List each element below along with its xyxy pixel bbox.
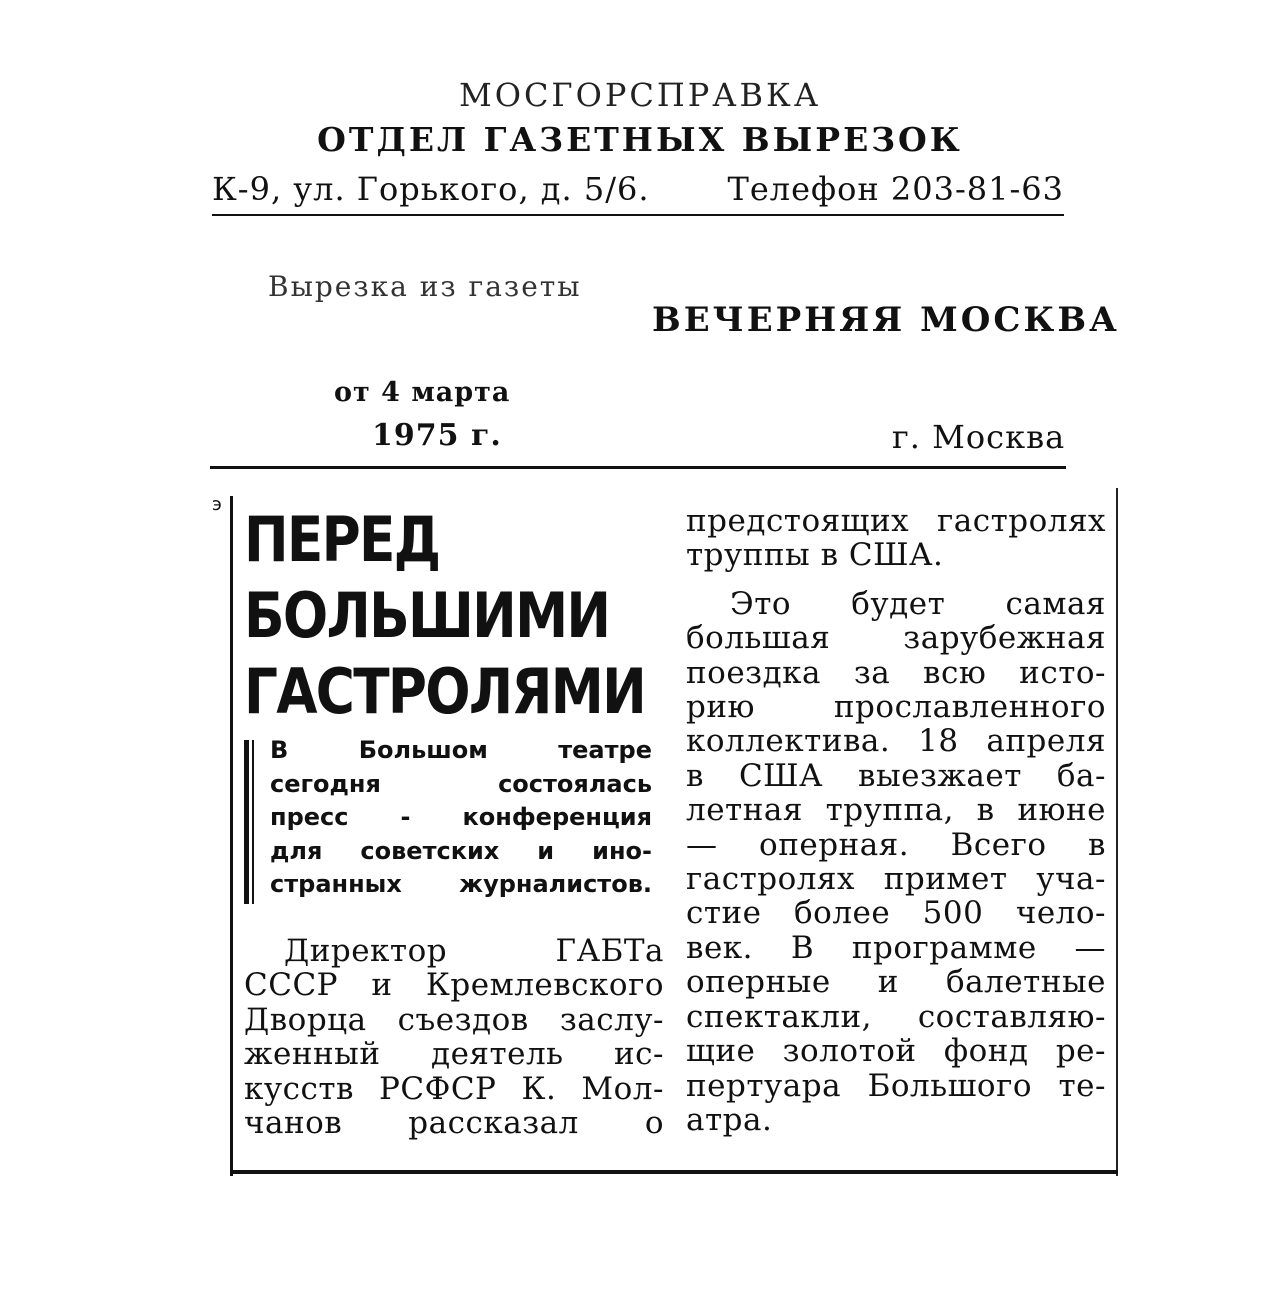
agency-name: МОСГОРСПРАВКА — [458, 76, 822, 114]
body-line: кусств РСФСР К. Мол- — [244, 1070, 664, 1107]
header-divider — [210, 466, 1066, 469]
body-line: стие более 500 чело- — [686, 895, 1106, 932]
department-name: ОТДЕЛ ГАЗЕТНЫХ ВЫРЕЗОК — [317, 120, 963, 159]
headline-line: БОЛЬШИМИ — [244, 579, 610, 652]
body-line: в США выезжает ба- — [686, 757, 1106, 794]
lead-line: для советских и ино- — [270, 836, 652, 865]
body-line: щие золотой фонд ре- — [686, 1033, 1106, 1070]
body-line: пертуара Большого те- — [686, 1067, 1106, 1104]
body-line: — оперная. Всего в — [686, 826, 1106, 863]
clipping-label: Вырезка из газеты — [268, 270, 582, 303]
lead-line: сегодня состоялась — [270, 769, 652, 798]
body-line: предстоящих гастролях — [686, 503, 1106, 539]
body-line: коллектива. 18 апреля — [686, 723, 1106, 760]
body-line: летная труппа, в июне — [686, 792, 1106, 829]
article-body-left-column — [244, 934, 664, 1140]
article-headline — [244, 502, 645, 730]
body-line: СССР и Кремлевского — [244, 967, 664, 1004]
lead-line: странных журналистов. — [270, 870, 652, 898]
lead-line: пресс - конференция — [270, 803, 652, 831]
body-line: Директор ГАБТа — [284, 933, 664, 969]
body-line: большая зарубежная — [686, 620, 1106, 657]
body-line: рию прославленного — [686, 689, 1106, 726]
clipping-marker: э — [212, 494, 222, 515]
clipping-bottom-edge — [230, 1170, 1118, 1174]
article-lead — [270, 734, 652, 902]
body-line: труппы в США. — [686, 537, 944, 574]
body-line: Дворца съездов заслу- — [244, 1001, 664, 1038]
lead-bar-thin — [252, 740, 254, 904]
address-row — [212, 170, 1064, 216]
body-line: век. В программе — — [686, 929, 1106, 966]
body-line: поездка за всю исто- — [686, 654, 1106, 691]
body-line: оперные и балетные — [686, 964, 1106, 1001]
lead-bar — [244, 740, 249, 904]
address: К-9, ул. Горького, д. 5/6. — [212, 170, 650, 208]
clipping-left-edge — [230, 496, 233, 1176]
body-line: спектакли, составляю- — [686, 998, 1106, 1035]
newspaper-name: ВЕЧЕРНЯЯ МОСКВА — [652, 300, 1120, 340]
lead-line: В Большом театре — [270, 736, 652, 764]
body-line: атра. — [686, 1101, 773, 1138]
headline-line: ГАСТРОЛЯМИ — [244, 655, 645, 728]
clipping-right-edge — [1116, 488, 1118, 1176]
clipping-city: г. Москва — [892, 418, 1066, 456]
body-line: гастролях примет уча- — [686, 861, 1106, 898]
body-line: женный деятель ис- — [244, 1036, 664, 1073]
headline-line: ПЕРЕД — [244, 503, 440, 576]
article-body-right-column — [686, 504, 1106, 1137]
body-line: Это будет самая — [730, 585, 1106, 622]
body-line: чанов рассказал о — [244, 1105, 664, 1142]
clipping-date: от 4 марта — [334, 377, 511, 408]
newspaper-clipping — [230, 488, 1118, 1176]
clipping-year: 1975 г. — [372, 418, 502, 453]
phone-number: Телефон 203-81-63 — [727, 170, 1064, 208]
